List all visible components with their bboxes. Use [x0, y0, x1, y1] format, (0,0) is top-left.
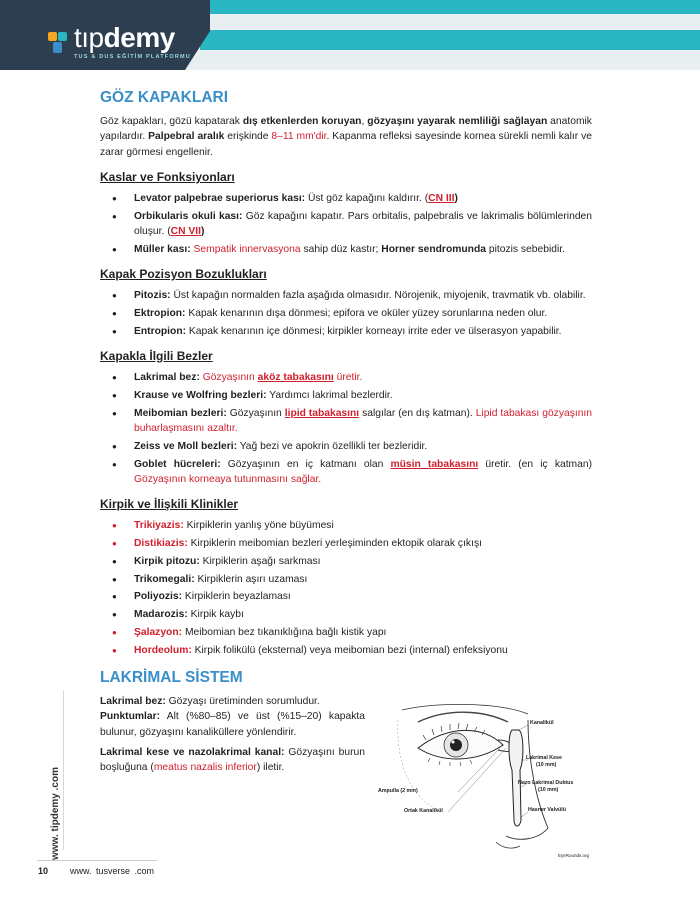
text-run: üretir. [333, 372, 363, 384]
list-item [134, 191, 592, 206]
heading-bezler: Kapakla İlgili Bezler [100, 349, 213, 364]
text-run: Goblet hücreleri: [134, 458, 221, 470]
text-run: Lakrimal bez: [134, 372, 200, 384]
label-nazolakrimal-duktus: Nazo Lakrimal Duktus (10 mm) [518, 780, 574, 793]
logo-wordmark: tıpdemy [74, 22, 175, 53]
text-run: CN III [428, 193, 455, 205]
text-run: Zeiss ve Moll bezleri: [134, 440, 238, 452]
text-run: Yağ bezi ve apokrin özellikli ter bezleridir. [237, 440, 428, 452]
text-run: Kirpik kaybı [187, 609, 244, 621]
text-run: Alt (%80–85) ve üst (%15–20) kapakta bulunur, gözyaşını kanaliküllere yönlendirir. [100, 711, 365, 738]
text-run: Gözyaşının [202, 372, 258, 384]
text-run: Kirpiklerin beyazlaması [182, 591, 291, 603]
text-run: erişkinde [224, 131, 272, 143]
text-run: Kapak kenarının dışa dönmesi; epifora ve oküler yüzey sorunlarına neden olur. [185, 308, 548, 320]
label-lakrimal-kese: Lakrimal Kese (10 mm) [526, 755, 562, 768]
list-item [134, 589, 592, 604]
list-item [134, 306, 592, 321]
logo-icon [48, 32, 68, 54]
text-run: ) [454, 193, 458, 205]
text-run: Gözyaşının korneaya tutunmasını sağlar. [134, 473, 322, 485]
text-run: Trikomegali: [134, 573, 195, 585]
list-item [134, 607, 592, 622]
lakrimal-paragraph-2 [100, 745, 365, 775]
text-run: Punktumlar: [100, 711, 161, 723]
page-header [0, 0, 700, 70]
text-run: . Kapanma refleksi sayesinde kornea sürekli nemli kalır ve zarar görmesi engellenir. [100, 131, 593, 158]
text-run: Lakrimal bez: [100, 696, 166, 708]
text-run: Krause ve Wolfring bezleri: [134, 390, 267, 402]
list-item [134, 536, 592, 551]
header-stripe [200, 30, 700, 50]
intro-paragraph [100, 114, 592, 160]
list-item [134, 288, 592, 303]
label-kanalikul: Kanalikül [530, 720, 554, 726]
text-run: dış etkenlerden koruyan [242, 116, 362, 128]
text-run: Meibomian bez tıkanıklığına bağlı kistik yapı [182, 627, 387, 638]
text-run: Yardımcı lakrimal bezlerdir. [266, 390, 393, 402]
text-run: Levator palpebrae superiorus kası: [134, 193, 306, 205]
list-item [134, 406, 592, 436]
lacrimal-system-figure [378, 700, 600, 860]
text-run: Gözyaşının en iç katmanı olan [220, 458, 391, 470]
side-divider [63, 690, 64, 850]
text-run: Horner sendromunda [381, 243, 486, 255]
list-item [134, 554, 592, 569]
text-run: Gözyaşını burun boşluğuna ( [100, 746, 365, 774]
text-run: Kapak kenarının içe dönmesi; kirpikler korneayı irrite eder ve ülserasyon yapabilir. [186, 325, 562, 337]
heading-kirpik: Kirpik ve İlişkili Klinikler [100, 497, 239, 512]
text-run: Gözyaşı üretiminden sorumludur. [165, 696, 320, 708]
text-run: Poliyozis: [134, 591, 183, 603]
list-bezler [100, 370, 592, 487]
text-run: Kirpiklerin aşırı uzaması [194, 573, 308, 585]
section-title-lakrimal: LAKRİMAL SİSTEM [100, 669, 243, 686]
list-item [134, 209, 592, 239]
text-run: pitozis sebebidir. [485, 243, 565, 255]
list-pozisyon [100, 288, 592, 339]
lakrimal-paragraph-1 [100, 694, 365, 740]
text-run: lipid tabakasını [284, 407, 360, 419]
list-kirpik [100, 518, 592, 658]
text-run: Madarozis: [134, 609, 188, 621]
page-number: 10 [38, 866, 49, 876]
text-run: Kirpiklerin aşağı sarkması [199, 555, 321, 567]
text-run: CN VII [170, 226, 201, 238]
heading-kaslar: Kaslar ve Fonksiyonları [100, 169, 235, 184]
heading-pozisyon: Kapak Pozisyon Bozuklukları [100, 267, 267, 282]
text-run: salgılar (en dış katman). [359, 407, 476, 419]
label-hasner: Hasner Valvülü [528, 807, 566, 813]
text-run: Meibomian bezleri: [134, 407, 227, 419]
text-run: meatus nazalis inferior [153, 762, 257, 774]
text-run: Entropion: [134, 325, 187, 337]
text-run: anatomik yapılardır. [100, 116, 592, 143]
text-run: Ektropion: [134, 308, 186, 320]
text-run: Şalazyon: [134, 627, 183, 638]
list-item [134, 572, 592, 587]
list-item [134, 324, 592, 339]
footer-url: www. tusverse .com [70, 866, 155, 876]
logo-tagline: TUS & DUS EĞİTİM PLATFORMU [74, 54, 191, 60]
label-ortak-kanalikul: Ortak Kanalikül [404, 808, 443, 814]
list-item [134, 439, 592, 454]
text-run: aköz tabakasını [257, 372, 334, 384]
list-item [134, 643, 592, 658]
text-run: Kirpik pitozu: [134, 555, 200, 567]
text-run: Üst göz kapağını kaldırır. ( [305, 193, 429, 205]
label-ampulla: Ampulla (2 mm) [378, 788, 418, 794]
text-run: Hordeolum: [134, 644, 192, 656]
text-run: Lipid tabakası gözyaşının buharlaşmasını azaltır. [134, 407, 593, 435]
text-run: ) iletir. [256, 762, 285, 774]
list-item [134, 457, 592, 487]
text-run: Palpebral aralık [148, 131, 225, 143]
text-run: Distikiazis: [134, 538, 188, 550]
list-item [134, 388, 592, 403]
text-run: Göz kapağını kapatır. Pars orbitalis, palpebralis ve lakrimalis bölümlerinden oluşur. ( [134, 210, 592, 238]
text-run: Kirpiklerin meibomian bezleri yerleşiminden ektopik olarak çıkışı [187, 538, 482, 550]
page-content [100, 90, 592, 780]
text-run: Sempatik innervasyona [193, 243, 301, 255]
text-run: Gözyaşının [226, 407, 285, 419]
text-run: gözyaşını yayarak nemliliği sağlayan [367, 116, 548, 128]
list-item [134, 242, 592, 257]
figure-credit: EyeRounds.org [558, 853, 590, 858]
text-run: Müller kası: [134, 243, 191, 255]
text-run: 8–11 mm'dir [271, 131, 327, 143]
footer-divider [37, 860, 157, 861]
text-run: Göz kapakları, gözü kapatarak [100, 116, 243, 128]
text-run: Orbikularis okuli kası: [134, 210, 243, 222]
text-run: Kirpiklerin yanlış yöne büyümesi [183, 520, 334, 532]
text-run: , [361, 116, 368, 128]
side-url: www. tipdemy .com [50, 767, 61, 860]
list-item [134, 518, 592, 533]
list-kaslar [100, 191, 592, 257]
lakrimal-text [100, 694, 365, 775]
text-run: Lakrimal kese ve nazolakrimal kanal: [100, 746, 285, 758]
text-run: ) [200, 226, 205, 238]
text-run: müsin tabakasını [390, 458, 479, 470]
section-title-goz-kapaklari: GÖZ KAPAKLARI [100, 89, 229, 106]
text-run: Kirpik folikülü (eksternal) veya meibomian bezi (internal) enfeksiyonu [191, 644, 508, 656]
text-run: Pitozis: [134, 290, 171, 302]
text-run: Üst kapağın normalden fazla aşağıda olmasıdır. Nörojenik, miyojenik, travmatik vb. olabilir. [170, 290, 586, 302]
text-run: sahip düz kastır; [300, 243, 382, 255]
text-run: Trikiyazis: [134, 520, 184, 532]
text-run: üretir. (en iç katman) [478, 458, 593, 470]
list-item [134, 370, 592, 385]
list-item [134, 625, 592, 640]
